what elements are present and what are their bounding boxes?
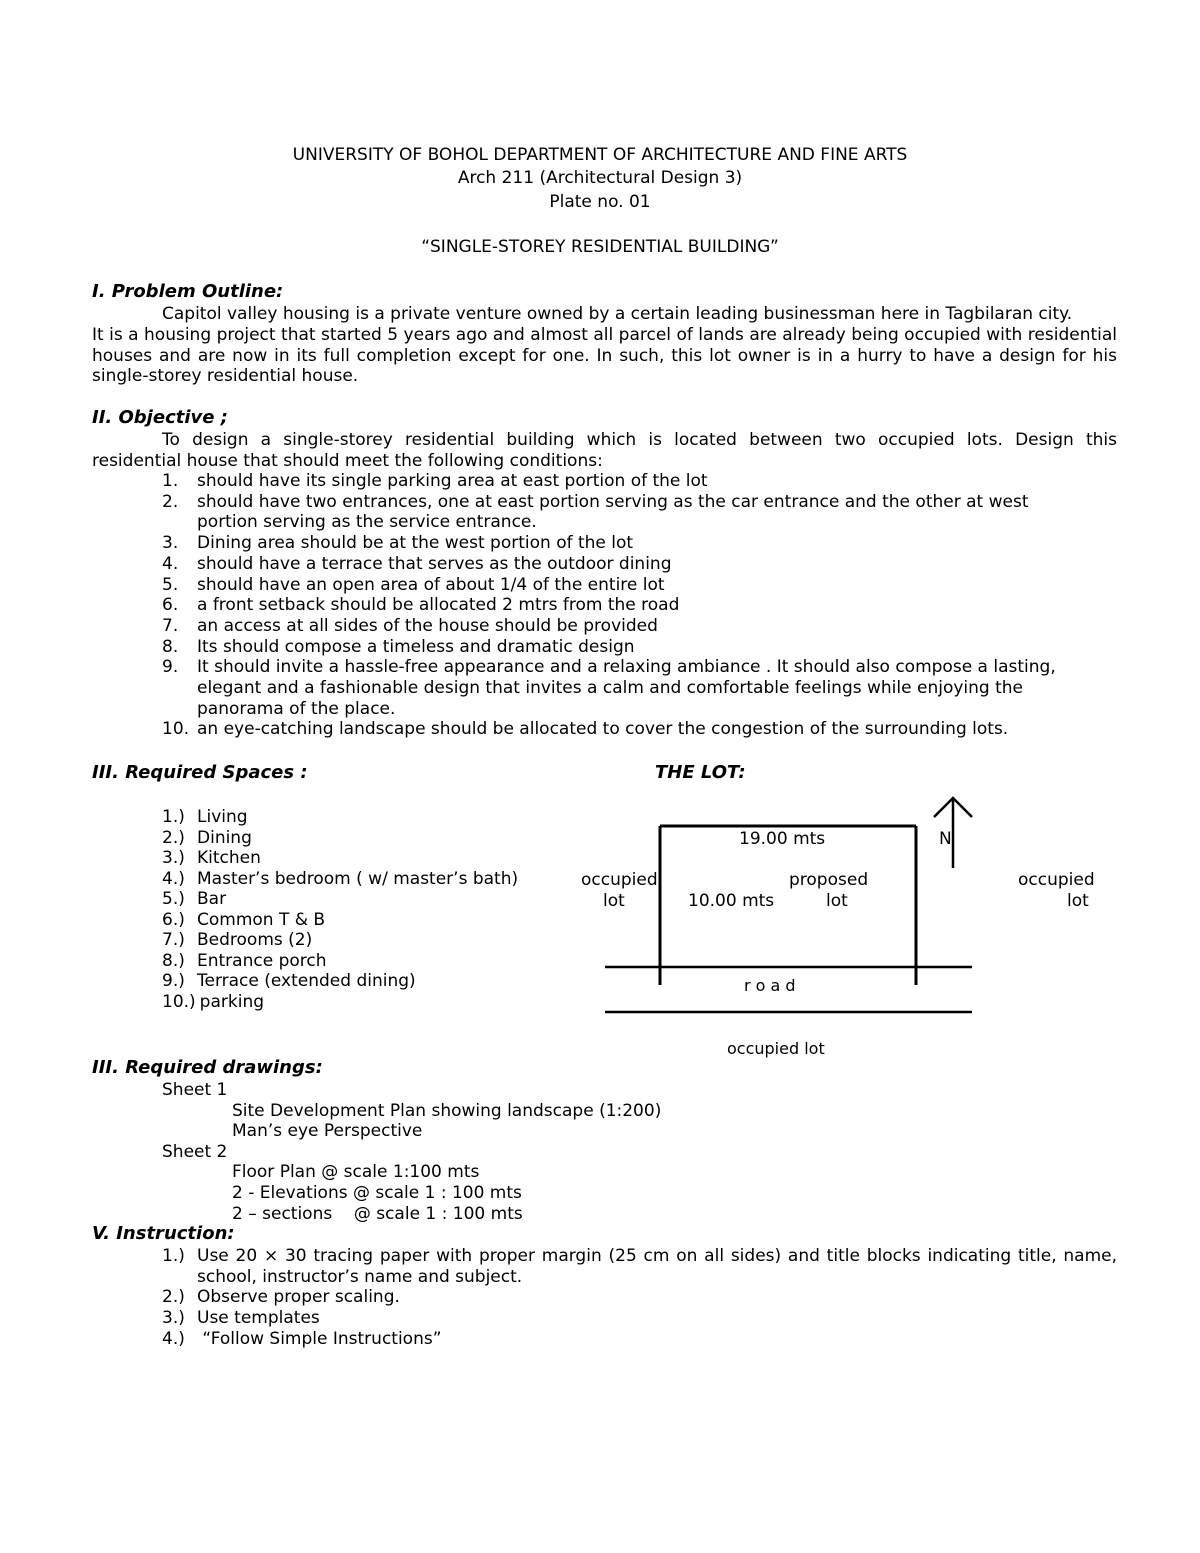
- problem-first-line: Capitol valley housing is a private venture owned by a certain leading businessman here in Tagbilaran city.: [162, 304, 1073, 324]
- list-item: 1.) Living: [162, 807, 248, 827]
- objective-heading: II. Objective ;: [92, 407, 228, 428]
- proposed-lot-label-1: proposed: [789, 870, 869, 890]
- sheet-2-item: Floor Plan @ scale 1:100 mts: [232, 1162, 480, 1182]
- sheet-2-item: 2 - Elevations @ scale 1 : 100 mts: [232, 1183, 522, 1203]
- course-title: Arch 211 (Architectural Design 3): [457, 168, 743, 188]
- list-item: 5.) Bar: [162, 889, 227, 909]
- list-item: 1.) Use 20 × 30 tracing paper with proper margin (25 cm on all sides) and title blocks indicating title, name, school, instructor’s name and subject.: [162, 1246, 1117, 1287]
- list-item: 2.) Dining: [162, 827, 252, 848]
- list-item: 8.) Entrance porch: [162, 950, 327, 971]
- list-item: 6.) Common T & B: [162, 909, 326, 930]
- list-item: 7.) Bedrooms (2): [162, 930, 313, 950]
- sheet-2-label: Sheet 2: [162, 1142, 228, 1162]
- list-item: 2. should have two entrances, one at east portion serving as the car entrance and the other at west portion serving as the service entrance.: [162, 491, 1029, 533]
- plate-number: Plate no. 01: [549, 192, 651, 212]
- west-lot-label-2: lot: [603, 891, 625, 911]
- proposed-lot-label-2: lot: [826, 891, 848, 911]
- list-item: 4.) Master’s bedroom ( w/ master’s bath): [162, 868, 519, 889]
- list-item: 3.) Kitchen: [162, 848, 261, 868]
- list-item: 3.) Use templates: [162, 1308, 320, 1329]
- list-item: 9. It should invite a hassle-free appearance and a relaxing ambiance . It should also compose a lasting, elegant and a fashionable design that invites a calm and comfortable feelings while enjoying the panorama of the place.: [162, 657, 1056, 719]
- sheet-1-item: Site Development Plan showing landscape (1:200): [232, 1101, 662, 1121]
- sheet-1-label: Sheet 1: [162, 1080, 228, 1100]
- west-lot-label-1: occupied: [581, 870, 658, 890]
- list-item: 5. should have an open area of about 1/4 of the entire lot: [162, 574, 665, 595]
- lot-heading: THE LOT:: [655, 762, 746, 783]
- spaces-heading: III. Required Spaces :: [92, 762, 308, 783]
- east-lot-label-2: lot: [1067, 891, 1089, 911]
- list-item: 4.) “Follow Simple Instructions”: [162, 1328, 442, 1349]
- road-label: r o a d: [744, 976, 796, 995]
- list-item: 2.) Observe proper scaling.: [162, 1287, 400, 1308]
- university-title: UNIVERSITY OF BOHOL DEPARTMENT OF ARCHITECTURE AND FINE ARTS: [292, 145, 908, 165]
- list-item: 6. a front setback should be allocated 2 mtrs from the road: [162, 595, 680, 616]
- list-item: 10. an eye-catching landscape should be allocated to cover the congestion of the surrounding lots.: [162, 719, 1009, 740]
- problem-paragraph: It is a housing project that started 5 years ago and almost all parcel of lands are already being occupied with residential houses and are now in its full completion except for one. In such, this lot owner is in a hurry to have a design for his single-storey residential house.: [92, 325, 1117, 387]
- list-item: 4. should have a terrace that serves as the outdoor dining: [162, 553, 672, 574]
- problem-heading: I. Problem Outline:: [92, 281, 284, 302]
- objective-second-line: residential house that should meet the following conditions:: [92, 451, 603, 471]
- objective-first-line: To design a single-storey residential building which is located between two occupied lots. Design this: [162, 430, 1117, 450]
- south-lot-label: occupied lot: [727, 1039, 825, 1058]
- list-item: 7. an access at all sides of the house should be provided: [162, 615, 658, 636]
- sheet-1-item: Man’s eye Perspective: [232, 1121, 423, 1141]
- east-lot-label-1: occupied: [1018, 870, 1095, 890]
- list-item: 1. should have its single parking area at east portion of the lot: [162, 471, 708, 491]
- list-item: 8. Its should compose a timeless and dramatic design: [162, 636, 635, 657]
- instruction-list: [162, 1246, 1117, 1350]
- drawings-heading: III. Required drawings:: [92, 1057, 323, 1078]
- instruction-heading: V. Instruction:: [92, 1223, 235, 1244]
- document-title: “SINGLE-STOREY RESIDENTIAL BUILDING”: [421, 237, 779, 257]
- sheet-2-item: 2 – sections @ scale 1 : 100 mts: [232, 1204, 523, 1224]
- list-item: 10.) parking: [162, 991, 265, 1012]
- lot-depth-label: 10.00 mts: [688, 891, 775, 911]
- north-label: N: [939, 829, 952, 849]
- lot-width-label: 19.00 mts: [739, 829, 826, 849]
- list-item: 9.) Terrace (extended dining): [162, 971, 416, 991]
- list-item: 3. Dining area should be at the west portion of the lot: [162, 533, 634, 554]
